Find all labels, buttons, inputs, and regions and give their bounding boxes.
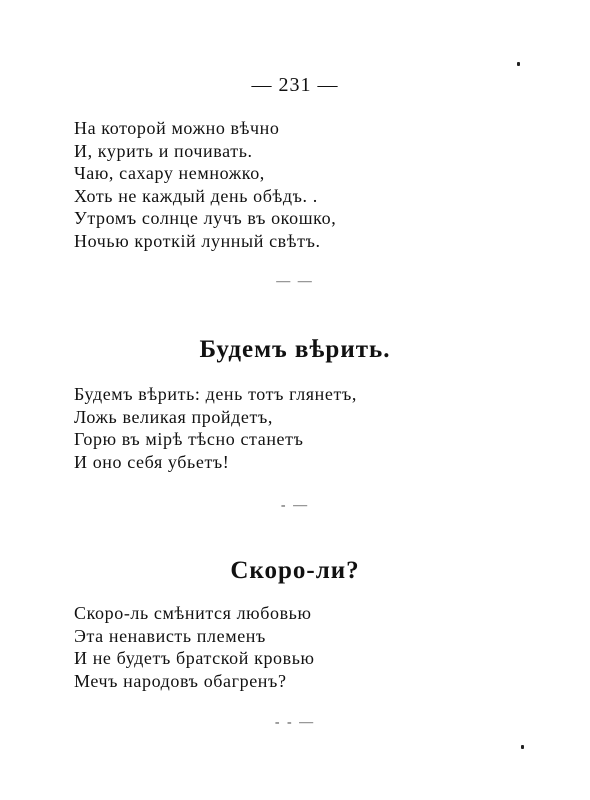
poem-line: Хоть не каждый день обѣдъ. . xyxy=(74,185,318,206)
ink-speck xyxy=(517,62,520,66)
poem-line: И оно себя убьетъ! xyxy=(74,451,230,472)
section-divider: - - — xyxy=(274,715,316,730)
ink-speck xyxy=(521,745,524,749)
poem-stanza xyxy=(74,383,474,473)
poem-stanza xyxy=(74,602,474,692)
poem-line: Эта ненависть племенъ xyxy=(74,625,266,646)
poem-line: Чаю, сахару немножко, xyxy=(74,163,265,183)
poem-line: Будемъ вѣрить: день тотъ глянетъ, xyxy=(74,384,357,404)
poem-line: Мечъ народовъ обагренъ? xyxy=(74,670,287,691)
poem-line: И, курить и почивать. xyxy=(74,140,253,161)
section-divider: — — xyxy=(276,274,314,289)
poem-line: Горю въ мірѣ тѣсно станетъ xyxy=(74,429,304,449)
poem-line: На которой можно вѣчно xyxy=(74,118,280,138)
poem-line: Ночью кроткій лунный свѣтъ. xyxy=(74,230,321,251)
poem-title: Будемъ вѣрить. xyxy=(199,336,391,363)
poem-line: Ложь великая пройдетъ, xyxy=(74,406,273,427)
section-divider: - — xyxy=(280,498,310,513)
poem-line: И не будетъ братской кровью xyxy=(74,648,315,668)
poem-line: Утромъ солнце лучъ въ окошко, xyxy=(74,208,337,228)
page-number: — 231 — xyxy=(251,74,339,96)
stanza-continued xyxy=(74,117,474,252)
poem-title: Скоро-ли? xyxy=(230,557,360,584)
poem-line: Скоро-ль смѣнится любовью xyxy=(74,603,312,623)
